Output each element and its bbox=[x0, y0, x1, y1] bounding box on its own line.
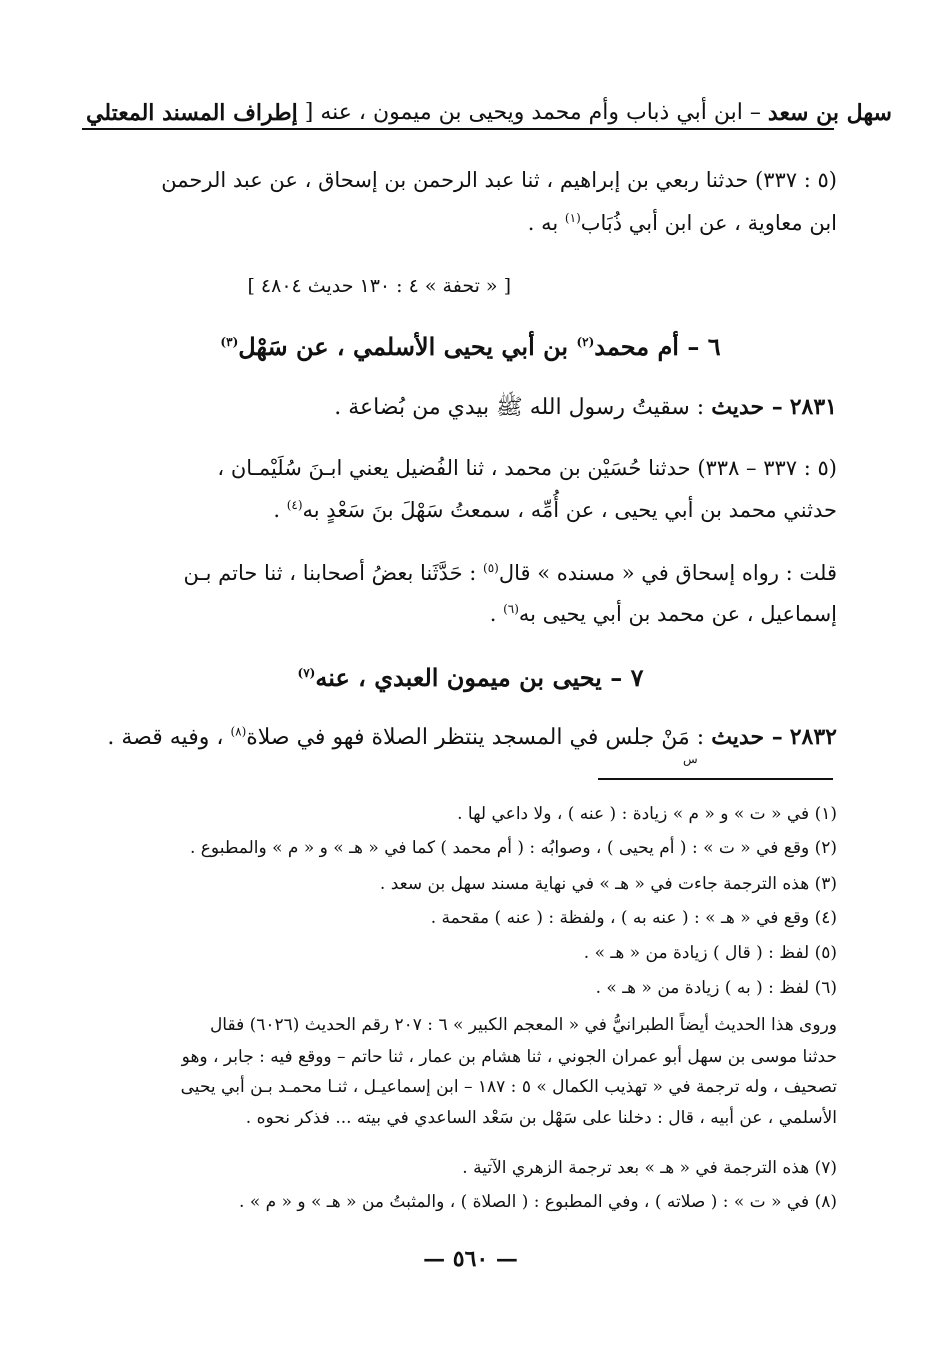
running-header bbox=[86, 96, 892, 126]
isnad-line-2: ابن معاوية ، عن ابن أبي ذُبَاب$^{(١)}$ به . bbox=[527, 211, 837, 235]
footnote-ref-6: (٦) bbox=[503, 602, 519, 616]
footnote-rule bbox=[598, 778, 833, 780]
footnote-6-continued-2: حدثنا موسى بن سهل أبو عمران الجوني ، ثنا هشام بن عمار ، ثنا حاتم – ووقع فيه : جابر ، وهو bbox=[181, 1047, 837, 1067]
footnote-6-continued-1: وروى هذا الحديث أيضاً الطبرانيُّ في « المعجم الكبير » ٦ : ٢٠٧ رقم الحديث (٦٠٢٦) فقال bbox=[209, 1015, 837, 1035]
tuhfa-reference: [ « تحفة » ٤ : ١٣٠ حديث ٤٨٠٤ ] bbox=[247, 275, 511, 297]
footnote-3: (٣) هذه الترجمة جاءت في « هـ » في نهاية مسند سهل بن سعد . bbox=[379, 874, 837, 894]
footnote-4: (٤) وقع في « هـ » : ( عنه به ) ، ولفظة : ( عنه ) مقحمة . bbox=[430, 908, 837, 928]
sigla-mark: س bbox=[683, 752, 698, 766]
header-rule bbox=[82, 128, 834, 130]
hadith-number: ٢٨٣١ bbox=[789, 394, 837, 420]
header-dash: – bbox=[742, 100, 768, 125]
footnote-ref-4: (٤) bbox=[286, 498, 303, 512]
footnote-8: (٨) في « ت » : ( صلاته ) ، وفي المطبوع : ( الصلاة ) ، والمثبتُ من « هـ » و « م » . bbox=[239, 1192, 837, 1212]
footnote-6-continued-4: الأسلمي ، عن أبيه ، قال : دخلنا على سَهْل بن سَعْد الساعدي في بيته ... فذكر نحوه . bbox=[245, 1108, 837, 1128]
footnote-6-continued-3: تصحيف ، وله ترجمة في « تهذيب الكمال » ٥ : ١٨٧ – ابن إسماعيـل ، ثنـا محمـد بـن أبي يحيى bbox=[180, 1077, 837, 1097]
page-number: — ٥٦٠ — bbox=[423, 1246, 518, 1272]
header-subtitle: ابن أبي ذباب وأم محمد ويحيى بن ميمون ، عنه [ bbox=[304, 100, 743, 125]
hadith-2832: ٢٨٣٢ – حديث : مَنْ جلس في المسجد ينتظر الصلاة فهو في صلاة$^{(٨)}$ ، وفيه قصة . bbox=[107, 724, 837, 750]
footnote-ref-1: (١) bbox=[564, 211, 581, 225]
footnote-ref-5: (٥) bbox=[483, 561, 499, 575]
qultu-line-2: إسماعيل ، عن محمد بن أبي يحيى به$^{(٦)}$ . bbox=[489, 602, 837, 626]
footnote-ref-2: (٢) bbox=[576, 335, 595, 349]
footnote-6: (٦) لفظ : ( به ) زيادة من « هـ » . bbox=[595, 978, 837, 998]
section-6-title: ٦ – أم محمد$^{(٢)}$ بن أبي يحيى الأسلمي ، عن سَهْل$^{(٣)}$ bbox=[220, 332, 721, 361]
footnote-5: (٥) لفظ : ( قال ) زيادة من « هـ » . bbox=[583, 943, 837, 963]
footnote-1: (١) في « ت » و « م » زيادة : ( عنه ) ، ولا داعي لها . bbox=[457, 804, 837, 824]
footnote-ref-3: (٣) bbox=[220, 335, 239, 349]
hadith-number: ٢٨٣٢ bbox=[789, 724, 837, 750]
isnad-2-line-1: (٥ : ٣٣٧ – ٣٣٨) حدثنا حُسَيْن بن محمد ، ثنا الفُضيل يعني ابـنَ سُلَيْمـان ، bbox=[217, 456, 837, 480]
qultu-line-1: قلت : رواه إسحاق في « مسنده » قال$^{(٥)}$ : حَدَّثَنا بعضُ أصحابنا ، ثنا حاتم بـن bbox=[183, 561, 837, 585]
isnad-2-line-2: حدثني محمد بن أبي يحيى ، عن أُمِّه ، سمعتُ سَهْلَ بنَ سَعْدٍ به$^{(٤)}$ . bbox=[273, 498, 837, 522]
footnote-ref-7: (٧) bbox=[297, 666, 316, 680]
footnote-7: (٧) هذه الترجمة في « هـ » بعد ترجمة الزهري الآتية . bbox=[462, 1158, 837, 1178]
section-7-title: ٧ – يحيى بن ميمون العبدي ، عنه$^{(٧)}$ bbox=[297, 663, 644, 692]
isnad-line-1: (٥ : ٣٣٧) حدثنا ربعي بن إبراهيم ، ثنا عبد الرحمن بن إسحاق ، عن عبد الرحمن bbox=[161, 168, 837, 192]
footnote-2: (٢) وقع في « ت » : ( أم يحيى ) ، وصوابُه : ( أم محمد ) كما في « هـ » و « م » والمطبوع . bbox=[189, 838, 837, 858]
header-book-title: إطراف المسند المعتلي bbox=[86, 100, 298, 126]
hadith-2831: ٢٨٣١ – حديث : سقيتُ رسول الله ﷺ بيدي من بُضاعة . bbox=[334, 394, 837, 420]
footnote-ref-8: (٨) bbox=[230, 724, 247, 739]
header-author: سهل بن سعد bbox=[767, 100, 892, 126]
